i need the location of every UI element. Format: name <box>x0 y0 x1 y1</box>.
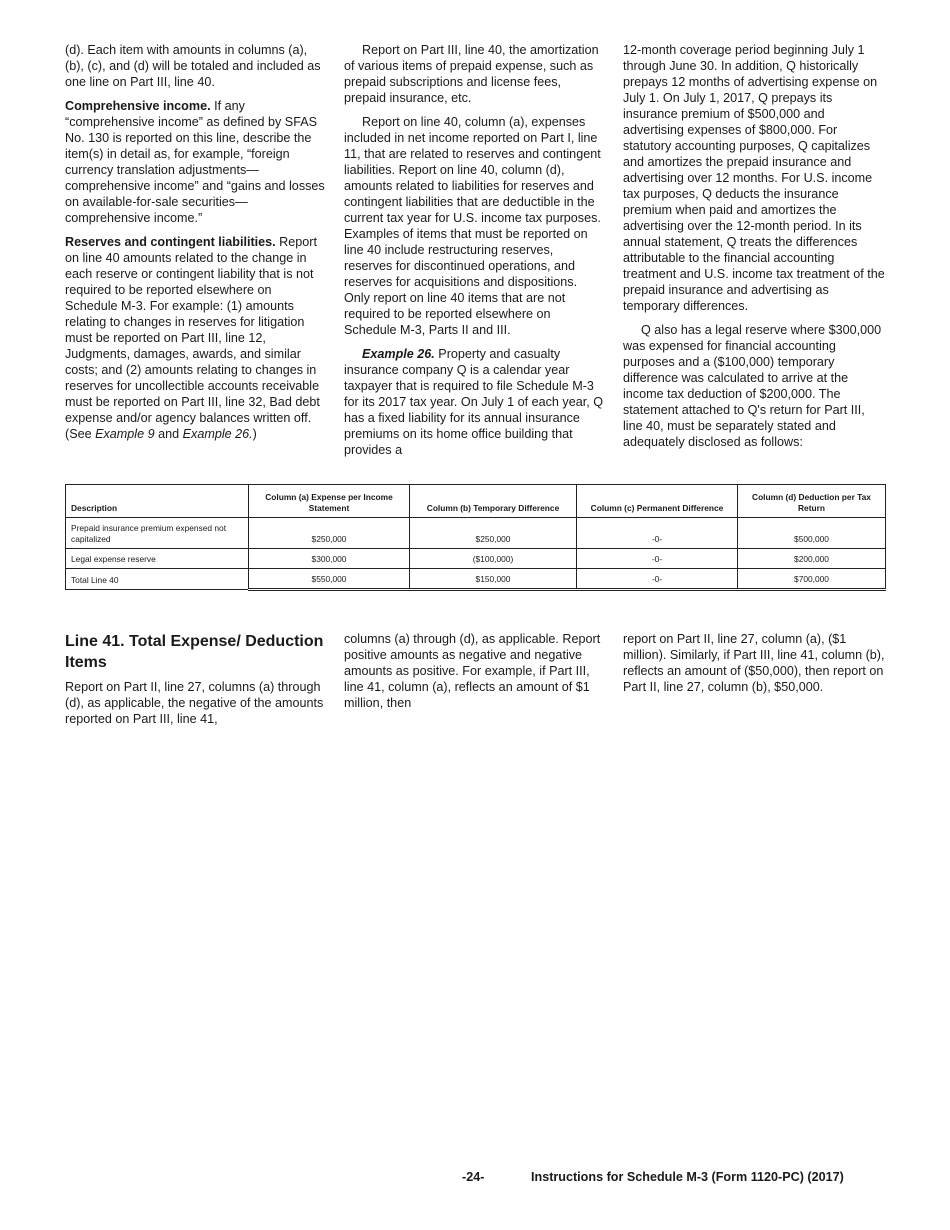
table-cell: $700,000 <box>738 569 886 590</box>
text-fragment: and <box>154 427 183 441</box>
run-in-heading: Comprehensive income. <box>65 99 211 113</box>
text-column-2 <box>344 42 604 466</box>
paragraph-body: If any “comprehensive income” as defined by SFAS No. 130 is reported on this line, describe the item(s) in detail as, for example, “foreign currency translation adjustments—comprehensive income” and “gains and losses on available-for-sale securities—comprehensive income.” <box>65 99 325 225</box>
example-heading: Example 26. <box>362 347 435 361</box>
text-fragment: ) <box>252 427 257 441</box>
paragraph: Report on Part II, line 27, columns (a) through (d), as applicable, the negative of the amounts reported on Part III, line 41, <box>65 680 324 726</box>
table-cell: $250,000 <box>410 518 577 549</box>
paragraph: Report on line 40, column (a), expenses included in net income reported on Part I, line 11, that are related to reserves and contingent liabilities. Report on line 40, column (d), amounts related to liabilities for reserves and contingent liabilities that are deductible in the current tax year for U.S. income tax purposes. Examples of items that must be reported on line 40 include restructuring reserves, reserves for discontinued operations, and reserves for acquisitions and dispositions. Only report on line 40 items that are not required to be reported elsewhere on Schedule M-3, Parts II and III. <box>344 115 601 337</box>
disclosure-table <box>65 484 886 591</box>
table-cell: $200,000 <box>738 549 886 569</box>
text-column-3 <box>623 42 885 458</box>
table-header: Column (a) Expense per Income Statement <box>249 485 410 518</box>
table-cell: $500,000 <box>738 518 886 549</box>
table-header: Column (d) Deduction per Tax Return <box>738 485 886 518</box>
table-cell: Total Line 40 <box>66 569 249 590</box>
section-heading-line-41: Line 41. Total Expense/ Deduction Items <box>65 633 324 671</box>
table-cell: $300,000 <box>249 549 410 569</box>
line41-column-2 <box>344 631 604 719</box>
paragraph: (d). Each item with amounts in columns (a), (b), (c), and (d) will be totaled and included as one line on Part III, line 40. <box>65 43 321 89</box>
table-cell: -0- <box>577 569 738 590</box>
line41-column-3 <box>623 631 885 703</box>
paragraph: columns (a) through (d), as applicable. Report positive amounts as negative and negative amounts as positive. For example, if Part III, line 41, column (a), reflects an amount of $1 million, then <box>344 632 601 710</box>
table-header: Description <box>66 485 249 518</box>
run-in-heading: Reserves and contingent liabilities. <box>65 235 276 249</box>
example-reference: Example 9 <box>95 427 155 441</box>
table-row <box>66 518 886 549</box>
table-cell: ($100,000) <box>410 549 577 569</box>
table-cell: -0- <box>577 518 738 549</box>
paragraph-comprehensive-income <box>65 98 327 226</box>
paragraph: Q also has a legal reserve where $300,000 was expensed for financial accounting purposes and a ($100,000) temporary difference was calculated to arrive at the income tax deduction of $200,000. The statement attached to Q's return for Part III, line 40, must be separately stated and adequately disclosed as follows: <box>623 323 882 449</box>
table-cell: $250,000 <box>249 518 410 549</box>
paragraph-reserves <box>65 234 327 442</box>
page-number: -24- <box>462 1170 485 1184</box>
paragraph: 12-month coverage period beginning July 1 through June 30. In addition, Q historically prepays 12 months of advertising expense on July 1. On July 1, 2017, Q prepays its insurance premium of $500,000 and advertising expenses of $800,000. For statutory accounting purposes, Q capitalizes and amortizes the prepaid insurance and advertising over 12 months. For U.S. income tax purposes, Q deducts the insurance premium when paid and amortizes the advertising over the 12-month period. In its annual statement, Q treats the differences attributable to the financial accounting treatment and U.S. income tax treatment of the prepaid insurance and advertising as temporary differences. <box>623 43 885 313</box>
document-title: Instructions for Schedule M-3 (Form 1120-PC) (2017) <box>531 1170 844 1184</box>
table-header: Column (c) Permanent Difference <box>577 485 738 518</box>
table-header-row <box>66 485 886 518</box>
table-header: Column (b) Temporary Difference <box>410 485 577 518</box>
table-row <box>66 549 886 569</box>
table-cell: -0- <box>577 549 738 569</box>
table-cell: Legal expense reserve <box>66 549 249 569</box>
example-reference: Example 26. <box>182 427 253 441</box>
table-row-total <box>66 569 886 590</box>
text-column-1 <box>65 42 327 450</box>
line41-column-1 <box>65 631 327 735</box>
table-cell: Prepaid insurance premium expensed not capitalized <box>66 518 249 549</box>
paragraph-body: Property and casualty insurance company Q is a calendar year taxpayer that is required to file Schedule M-3 for its 2017 tax year. On July 1 of each year, Q has a fixed liability for its annual insurance premiums on its home office building that provides a <box>344 347 604 457</box>
paragraph-body: Report on line 40 amounts related to the change in each reserve or contingent liability that is not required to be reported elsewhere on Schedule M-3. For example: (1) amounts relating to changes in reserves for litigation must be reported on Part III, line 12, Judgments, damages, awards, and similar costs; and (2) amounts relating to changes in reserves for uncollectible accounts receivable must be reported on Part III, line 32, Bad debt expense and/or agency balances written off. (See <box>65 235 320 441</box>
table-cell: $150,000 <box>410 569 577 590</box>
table-cell: $550,000 <box>249 569 410 590</box>
paragraph: report on Part II, line 27, column (a), ($1 million). Similarly, if Part III, line 41, column (b), reflects an amount of ($50,000), then report on Part II, line 27, column (b), $50,000. <box>623 632 885 694</box>
paragraph-example-26 <box>344 346 604 458</box>
paragraph: Report on Part III, line 40, the amortization of various items of prepaid expense, such as prepaid subscriptions and license fees, prepaid insurance, etc. <box>344 43 599 105</box>
